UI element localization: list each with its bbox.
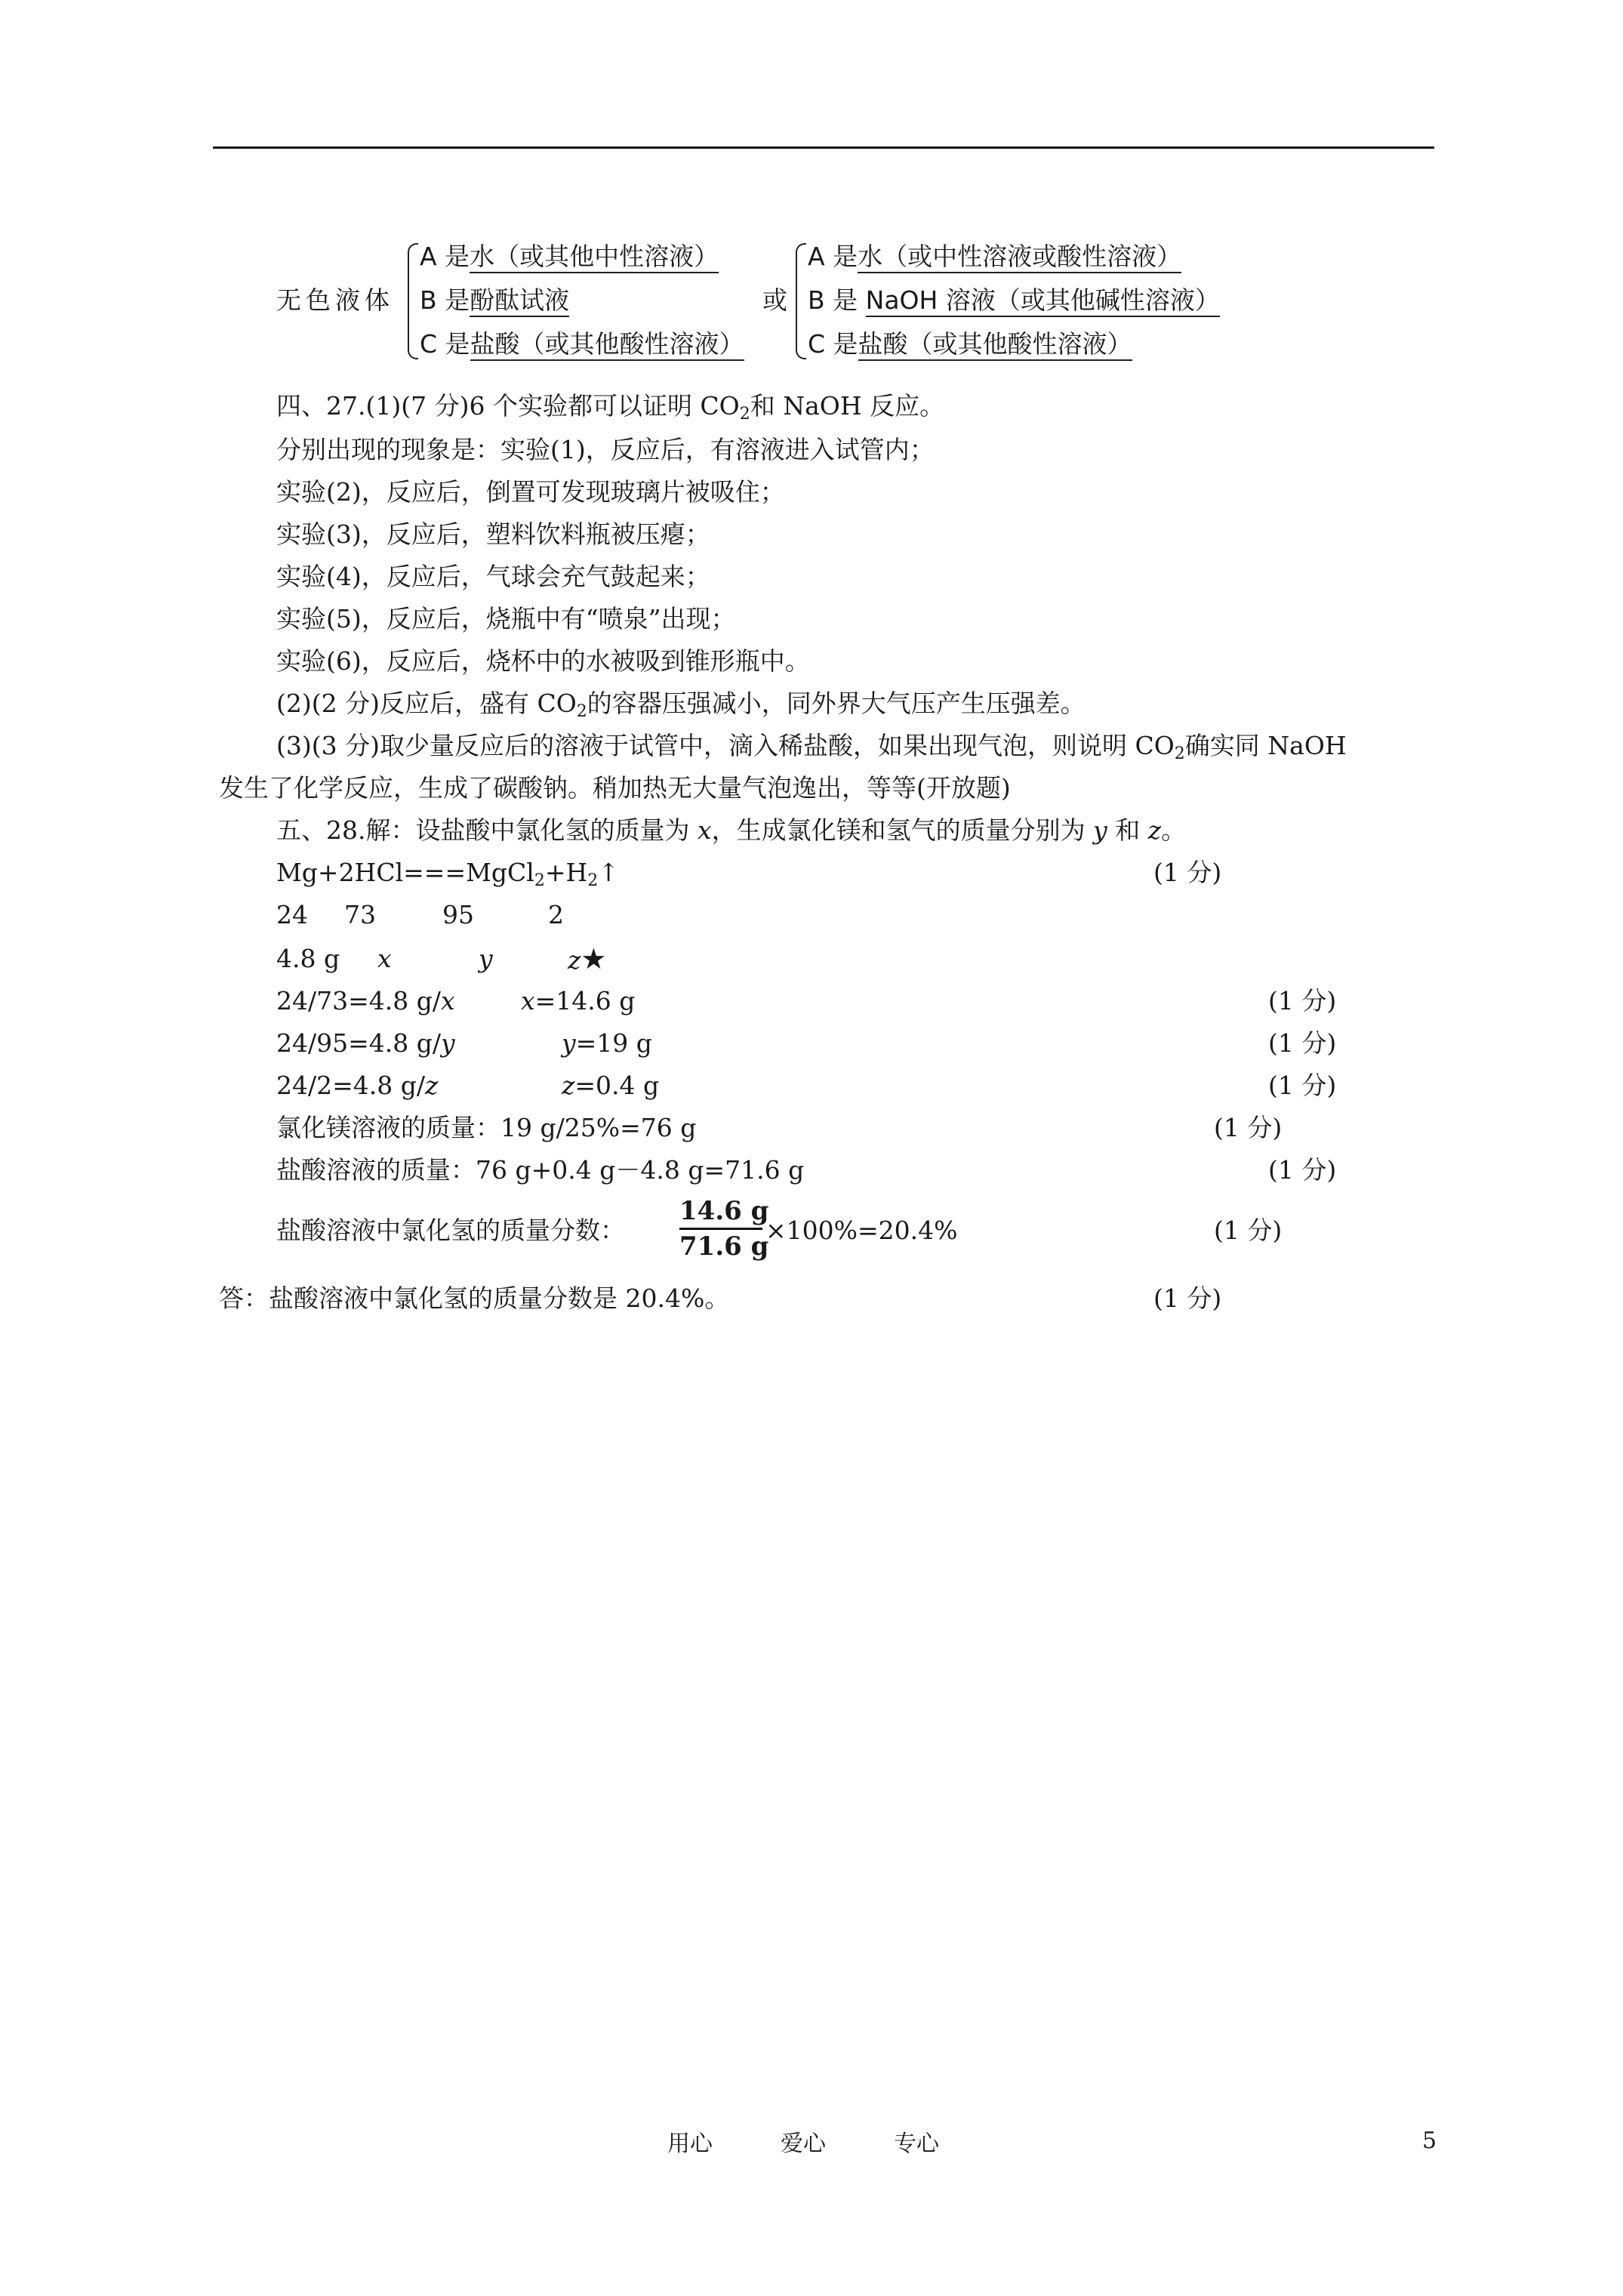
group1-a-key: 水 (470, 242, 494, 273)
mgcl2-mass-line: 氯化镁溶液的质量：19 g/25%=76 g (276, 1113, 697, 1142)
q27-line-6: 实验(6)，反应后，烧杯中的水被吸到锥形瓶中。 (276, 646, 810, 676)
reaction-equation: $Mg+2HCl===MgCl_2+H_2↑$ (276, 858, 619, 890)
q27-intro: 四、27.(1)(7 分)6 个实验都可以证明 $CO_2$和 NaOH 反应。 (276, 391, 945, 424)
header-rule (213, 146, 1434, 149)
mgcl2-score: (1 分) (1214, 1113, 1283, 1142)
fraction-tail: ×100%=20.4% (765, 1216, 958, 1245)
fraction-score: (1 分) (1214, 1216, 1283, 1245)
q28-intro: 五、28.解：设盐酸中氯化氢的质量为 x，生成氯化镁和氢气的质量分别为 y 和 z。 (276, 815, 1187, 845)
fraction (679, 1194, 769, 1263)
q27-line-3: 实验(3)，反应后，塑料饮料瓶被压瘪； (276, 519, 710, 549)
group2-a-key: 水 (858, 242, 882, 273)
ratio-mg: 24 (276, 900, 308, 929)
group2-c-key: 盐酸 (858, 329, 908, 361)
group1-c-key: 盐酸 (470, 329, 520, 361)
q27-part-3: (3)(3 分)取少量反应后的溶液于试管中，滴入稀盐酸，如果出现气泡，则说明 $CO_2$确实同 NaOH (276, 731, 1347, 763)
hcl-solution-score: (1 分) (1268, 1155, 1337, 1185)
calc-z-result: z=0.4 g (562, 1071, 660, 1100)
q27-line-2: 实验(2)，反应后，倒置可发现玻璃片被吸住； (276, 477, 785, 507)
or-word: 或 (762, 285, 787, 315)
calc-y-result: y=19 g (562, 1028, 652, 1058)
footer-item-3: 专心 (894, 2131, 939, 2157)
mass-y: y (479, 944, 493, 973)
group1-item-c: C 是盐酸（或其他酸性溶液） (420, 329, 744, 359)
mass-z: z★ (568, 942, 607, 975)
choice-lead: 无色液体 (276, 285, 394, 315)
fraction-label: 盐酸溶液中氯化氢的质量分数： (276, 1216, 625, 1245)
calc-x-score: (1 分) (1268, 986, 1337, 1015)
page-number: 5 (1422, 2128, 1437, 2154)
q27-line-1: 分别出现的现象是：实验(1)，反应后，有溶液进入试管内； (276, 435, 935, 464)
q27-part-3-cont: 发生了化学反应，生成了碳酸钠。稍加热无大量气泡逸出，等等(开放题) (219, 773, 1011, 803)
equation-score: (1 分) (1153, 858, 1222, 887)
group1-item-b: B 是酚酞试液 (420, 285, 569, 316)
mass-mg: 4.8 g (276, 944, 340, 973)
group2-item-c: C 是盐酸（或其他酸性溶液） (808, 329, 1132, 359)
left-brace-1 (408, 243, 418, 359)
calc-y: 24/95=4.8 g/y (276, 1028, 455, 1058)
footer-item-2: 爱心 (781, 2131, 826, 2157)
calc-z: 24/2=4.8 g/z (276, 1071, 439, 1100)
hcl-solution-mass-line: 盐酸溶液的质量：76 g+0.4 g－4.8 g=71.6 g (276, 1155, 805, 1185)
calc-x: 24/73=4.8 g/x (276, 986, 455, 1015)
fraction-numerator: 14.6 g (679, 1196, 769, 1226)
group2-b-key: NaOH (866, 285, 938, 317)
footer-item-1: 用心 (667, 2131, 713, 2157)
fraction-denominator: 71.6 g (679, 1231, 769, 1262)
group1-item-a: A 是水（或其他中性溶液） (420, 242, 719, 272)
q27-line-4: 实验(4)，反应后，气球会充气鼓起来； (276, 562, 710, 591)
left-brace-2 (796, 243, 806, 359)
final-answer: 答：盐酸溶液中氯化氢的质量分数是 20.4%。 (219, 1284, 730, 1313)
ratio-h2: 2 (548, 900, 564, 929)
group2-item-a: A 是水（或中性溶液或酸性溶液） (808, 242, 1181, 272)
q27-line-5: 实验(5)，反应后，烧瓶中有“喷泉”出现； (276, 604, 736, 633)
final-answer-score: (1 分) (1153, 1284, 1222, 1313)
calc-x-result: x=14.6 g (521, 986, 636, 1015)
calc-y-score: (1 分) (1268, 1028, 1337, 1058)
group1-b-key: 酚酞试液 (470, 285, 569, 317)
mass-x: x (377, 944, 392, 973)
star-icon: ★ (581, 942, 607, 975)
ratio-hcl: 73 (344, 900, 376, 929)
ratio-mgcl2: 95 (442, 900, 474, 929)
q27-part-2: (2)(2 分)反应后，盛有 $CO_2$的容器压强减小，同外界大气压产生压强差。 (276, 689, 1086, 721)
group2-item-b: B 是 NaOH 溶液（或其他碱性溶液） (808, 285, 1220, 316)
calc-z-score: (1 分) (1268, 1071, 1337, 1100)
